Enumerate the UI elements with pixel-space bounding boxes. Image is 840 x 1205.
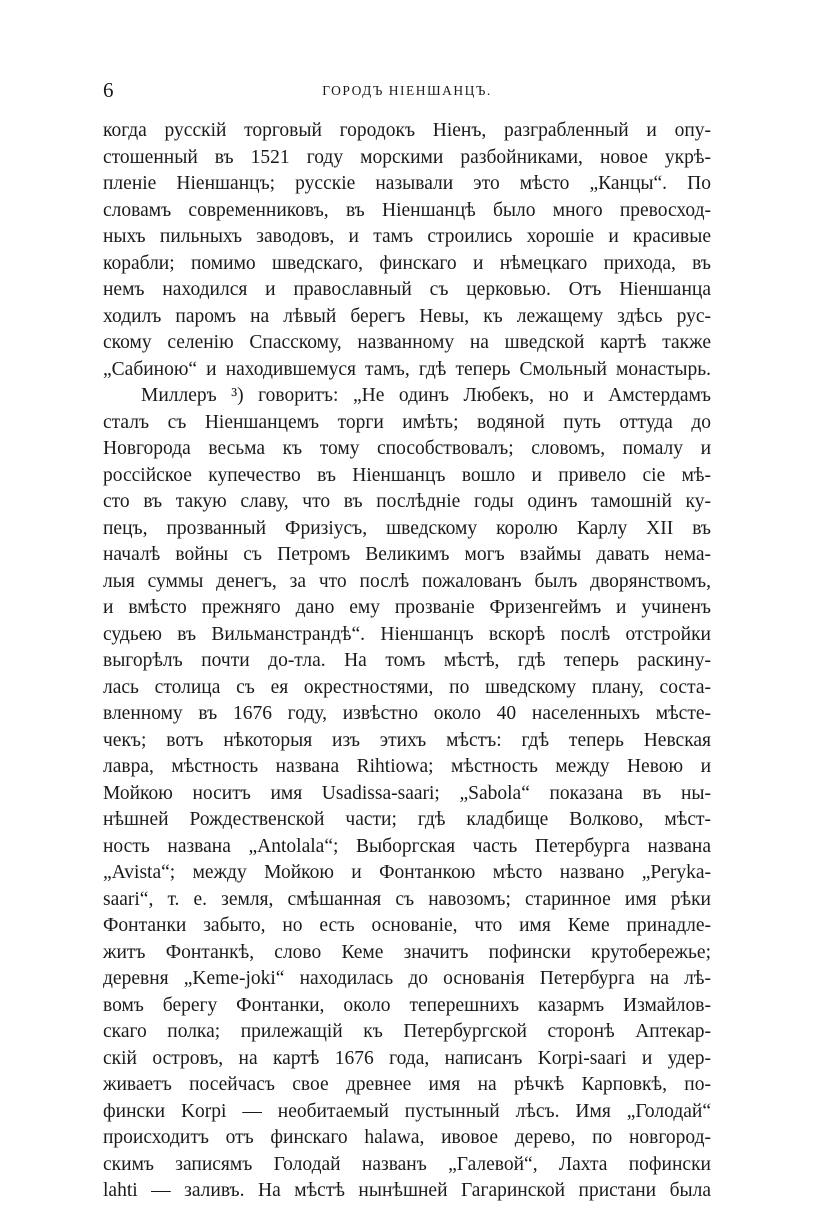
text-line: вомъ берегу Фонтанки, около теперешнихъ казармъ Измайлов-: [103, 994, 711, 1016]
text-line: скому селенію Спасскому, названному на шведской картѣ также: [103, 332, 711, 353]
text-line: ходилъ паромъ на лѣвый берегъ Невы, къ лежащему здѣсь рус-: [103, 305, 711, 327]
text-line: скій островъ, на картѣ 1676 года, написанъ Korpi-saari и удер-: [103, 1047, 711, 1069]
text-line: пецъ, прозванный Фризіусъ, шведскому королю Карлу XII въ: [103, 517, 711, 539]
text-line: ныхъ пильныхъ заводовъ, и тамъ строились хорошіе и красивые: [103, 226, 711, 247]
body-text: [103, 118, 711, 1205]
text-line: Новгорода весьма къ тому способствовалъ; словомъ, помалу и: [103, 438, 711, 459]
running-title: ГОРОДЪ НІЕНШАНЦЪ.: [322, 83, 492, 98]
text-line: лась столица съ ея окрестностями, по шведскому плану, соста-: [103, 676, 711, 698]
text-line: и вмѣсто прежняго дано ему прозваніе Фризенгеймъ и учиненъ: [103, 597, 711, 618]
text-line: фински Korpi — необитаемый пустынный лѣсъ. Имя „Голодай“: [103, 1100, 711, 1122]
text-line: Фонтанки забыто, но есть основаніе, что имя Кеме принадле-: [103, 915, 711, 936]
paragraph: [103, 118, 711, 383]
text-line: происходитъ отъ финскаго halawa, ивовое дерево, по новгород-: [103, 1127, 711, 1148]
text-line: чекъ; вотъ нѣкоторыя изъ этихъ мѣстъ: гдѣ теперь Невская: [103, 729, 711, 751]
text-line: немъ находился и православный съ церковью. Отъ Ніеншанца: [103, 279, 711, 300]
text-line: деревня „Keme-joki“ находилась до основанія Петербурга на лѣ-: [103, 968, 711, 989]
text-line: выгорѣлъ почти до-тла. На томъ мѣстѣ, гдѣ теперь раскину-: [103, 650, 711, 671]
text-line: saari“, т. е. земля, смѣшанная съ навозомъ; старинное имя рѣки: [103, 888, 711, 910]
text-line: лыя суммы денегъ, за что послѣ пожалованъ былъ дворянствомъ,: [103, 570, 711, 592]
text-line: россійское купечество въ Ніеншанцъ вошло и привело сіе мѣ-: [103, 464, 711, 486]
text-line: сто въ такую славу, что въ послѣдніе годы одинъ тамошній ку-: [103, 491, 711, 512]
text-line: житъ Фонтанкѣ, слово Кеме значитъ пофински крутобережье;: [103, 941, 711, 963]
paragraph: [103, 383, 711, 1205]
text-line: Миллеръ ³) говоритъ: „Не одинъ Любекъ, но и Амстердамъ: [141, 385, 711, 406]
text-line: ность названа „Antolala“; Выборгская часть Петербурга названа: [103, 835, 711, 857]
text-line: стошенный въ 1521 году морскими разбойниками, новое укрѣ-: [103, 146, 711, 168]
text-line: сталъ съ Ніеншанцемъ торги имѣть; водяной путь оттуда до: [103, 411, 711, 433]
text-line: корабли; помимо шведскаго, финскаго и нѣмецкаго прихода, въ: [103, 252, 711, 274]
text-line: началѣ войны съ Петромъ Великимъ могъ взаймы давать нема-: [103, 544, 711, 565]
text-line: пленіе Ніеншанцъ; русскіе называли это мѣсто „Канцы“. По: [103, 173, 711, 194]
text-line: скаго полка; прилежащій къ Петербургской сторонѣ Аптекар-: [103, 1021, 711, 1042]
text-line: судьею въ Вильманстрандѣ“. Ніеншанцъ вскорѣ послѣ отстройки: [103, 623, 711, 645]
text-line: скимъ записямъ Голодай названъ „Галевой“, Лахта пофински: [103, 1153, 711, 1175]
text-line: „Avista“; между Мойкою и Фонтанкою мѣсто названо „Peryka-: [103, 862, 711, 883]
text-line: словамъ современниковъ, въ Ніеншанцѣ было много превосход-: [103, 199, 711, 221]
text-line: когда русскій торговый городокъ Ніенъ, разграбленный и опу-: [103, 120, 711, 141]
page-header: [103, 78, 711, 102]
text-line: lahti — заливъ. На мѣстѣ нынѣшней Гагаринской пристани была: [103, 1180, 711, 1201]
text-line: вленному въ 1676 году, извѣстно около 40 населенныхъ мѣсте-: [103, 703, 711, 724]
text-line: живаетъ посейчасъ свое древнее имя на рѣчкѣ Карповкѣ, по-: [103, 1074, 711, 1095]
text-line: нѣшней Рождественской части; гдѣ кладбище Волково, мѣст-: [103, 809, 711, 830]
text-line: лавра, мѣстность названа Rihtiowa; мѣстность между Невою и: [103, 756, 711, 777]
text-line: „Сабиною“ и находившемуся тамъ, гдѣ теперь Смольный монастырь.: [103, 358, 711, 380]
page-number: 6: [103, 78, 114, 102]
text-line: Мойкою носитъ имя Usadissa-saari; „Sabola“ показана въ ны-: [103, 782, 711, 804]
